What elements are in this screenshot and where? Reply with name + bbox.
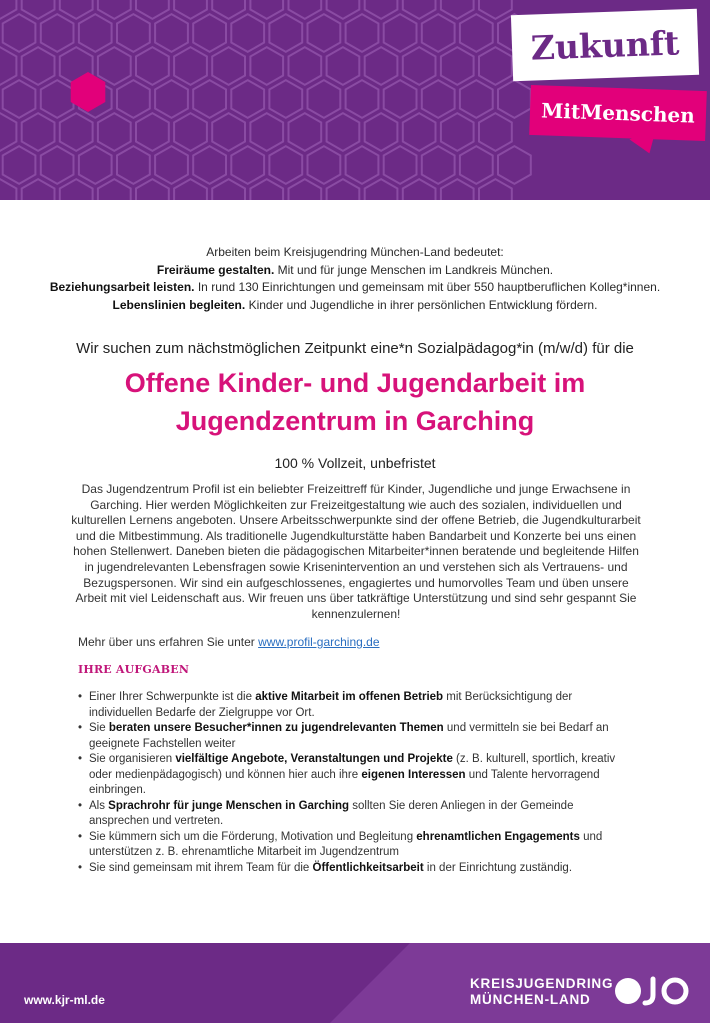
hexagon-shape	[250, 113, 283, 151]
hexagon-shape	[441, 47, 474, 85]
hexagon-shape	[403, 113, 436, 151]
hexagon-shape	[231, 146, 264, 184]
job-subtitle: 100 % Vollzeit, unbefristet	[274, 455, 436, 471]
hexagon-shape	[231, 14, 264, 52]
hexagon-shape	[212, 113, 245, 151]
list-item: • Sie kümmern sich um die Förderung, Motivation und Begleitung ehrenamtlichen Engagements und unterstützen z. B. ehrenamtliche Mitarbeit im Jugendzentrum	[78, 830, 634, 861]
hexagon-shape	[498, 146, 531, 184]
hexagon-shape	[479, 47, 512, 85]
hexagon-shape	[384, 14, 417, 52]
hexagon-shape	[3, 14, 36, 52]
hexagon-shape	[174, 113, 207, 151]
hexagon-shape	[22, 47, 55, 85]
hexagon-shape	[231, 80, 264, 118]
list-item: • Sie organisieren vielfältige Angebote, Veranstaltungen und Projekte (z. B. kulturell, sportlich, kreativ oder medienpädagogisch) und können hier auch ihre eigenen Interessen und Talente hervorragend einbringen.	[78, 752, 634, 799]
list-item: • Als Sprachrohr für junge Menschen in Garching sollten Sie deren Anliegen in der Gemeinde ansprechen und vertreten.	[78, 799, 634, 830]
hexagon-shape	[136, 0, 169, 19]
hexagon-shape	[460, 146, 493, 184]
hexagon-shape	[308, 80, 341, 118]
job-title-line-1: Offene Kinder- und Jugendarbeit im	[124, 368, 586, 398]
hexagon-shape	[22, 0, 55, 19]
hexagon-shape	[41, 146, 74, 184]
mitmenschen-logo: MitMenschen	[529, 85, 707, 141]
hexagon-shape	[498, 80, 531, 118]
hexagon-shape	[98, 47, 131, 85]
hexagon-shape	[365, 179, 398, 200]
job-title	[30, 364, 680, 440]
hexagon-shape	[212, 47, 245, 85]
hexagon-shape	[441, 113, 474, 151]
header-banner	[0, 0, 710, 200]
intro-line-4: Lebenslinien begleiten. Kinder und Jugendliche in ihrer persönlichen Entwicklung fördern.	[112, 297, 598, 312]
hexagon-shape	[193, 146, 226, 184]
hexagon-shape	[346, 146, 379, 184]
kjr-website-link[interactable]: www.kjr-ml.de	[24, 993, 105, 1007]
list-item: • Sie beraten unsere Besucher*innen zu jugendrelevanten Themen und vermitteln sie bei Bedarf an geeignete Fachstellen weiter	[78, 721, 634, 752]
hexagon-shape	[327, 113, 360, 151]
hexagon-shape	[212, 0, 245, 19]
hexagon-shape	[98, 0, 131, 19]
hexagon-shape	[193, 14, 226, 52]
hexagon-shape	[193, 80, 226, 118]
hexagon-shape	[289, 0, 322, 19]
intro-line-2: Freiräume gestalten. Mit und für junge Menschen im Landkreis München.	[156, 262, 554, 277]
kjr-logo-icon	[613, 973, 691, 1009]
hexagon-shape	[22, 113, 55, 151]
hexagon-shape	[422, 146, 455, 184]
hexagon-shape	[79, 146, 112, 184]
hexagon-shape	[136, 179, 169, 200]
hexagon-shape	[0, 113, 16, 151]
hexagon-shape	[250, 47, 283, 85]
hexagon-shape	[441, 0, 474, 19]
list-item: • Sie sind gemeinsam mit ihrem Team für die Öffentlichkeitsarbeit in der Einrichtung zuständig.	[78, 861, 634, 877]
hexagon-shape	[98, 179, 131, 200]
hexagon-shape	[155, 14, 188, 52]
hexagon-shape	[479, 179, 512, 200]
list-item: • Einer Ihrer Schwerpunkte ist die aktive Mitarbeit im offenen Betrieb mit Berücksichtigung der individuellen Bedarfe der Zielgruppe vor Ort.	[78, 690, 634, 721]
hexagon-shape	[441, 179, 474, 200]
hexagon-shape	[3, 80, 36, 118]
intro-line-1: Arbeiten beim Kreisjugendring München-Land bedeutet:	[206, 245, 504, 259]
hexagon-shape	[155, 80, 188, 118]
hexagon-shape	[422, 14, 455, 52]
hexagon-shape	[136, 47, 169, 85]
hexagon-shape	[136, 113, 169, 151]
hexagon-shape	[403, 47, 436, 85]
hexagon-shape	[289, 179, 322, 200]
hexagon-shape	[269, 80, 302, 118]
hexagon-shape	[41, 14, 74, 52]
hexagon-shape	[0, 179, 16, 200]
hexagon-shape	[346, 14, 379, 52]
hexagon-shape	[289, 47, 322, 85]
hexagon-shape	[403, 0, 436, 19]
hexagon-shape	[0, 47, 16, 85]
intro-line-3: Beziehungsarbeit leisten. In rund 130 Einrichtungen und gemeinsam mit über 550 hauptberuflichen Kolleg*innen.	[49, 280, 661, 294]
hexagon-shape	[155, 146, 188, 184]
hexagon-shape	[98, 113, 131, 151]
tasks-heading: IHRE AUFGABEN	[78, 663, 190, 676]
hexagon-shape	[327, 179, 360, 200]
hexagon-shape	[212, 179, 245, 200]
hexagon-shape	[327, 0, 360, 19]
hexagon-shape	[250, 0, 283, 19]
hexagon-shape	[365, 0, 398, 19]
profil-website-link[interactable]: www.profil-garching.de	[258, 635, 380, 649]
org-name: KREISJUGENDRING MÜNCHEN-LAND	[470, 976, 614, 1007]
hexagon-shape	[479, 0, 512, 19]
more-info: Mehr über uns erfahren Sie unter www.profil-garching.de	[78, 635, 380, 649]
hexagon-shape	[117, 14, 150, 52]
hexagon-shape	[174, 47, 207, 85]
hexagon-shape	[117, 146, 150, 184]
hexagon-shape	[250, 179, 283, 200]
hexagon-shape	[174, 0, 207, 19]
zukunft-logo: Zukunft	[511, 9, 699, 81]
hexagon-shape	[289, 113, 322, 151]
job-title-line-2: Jugendzentrum in Garching	[175, 406, 535, 436]
hexagon-shape	[117, 80, 150, 118]
hexagon-shape	[365, 47, 398, 85]
hexagon-shape	[365, 113, 398, 151]
hexagon-shape	[269, 14, 302, 52]
hexagon-shape	[346, 80, 379, 118]
hexagon-shape	[384, 80, 417, 118]
hexagon-shape	[460, 80, 493, 118]
hexagon-shape	[22, 179, 55, 200]
hexagon-shape	[479, 113, 512, 151]
hexagon-shape	[60, 0, 93, 19]
hexagon-shape	[308, 14, 341, 52]
hexagon-shape	[41, 80, 74, 118]
tasks-list	[78, 690, 634, 876]
hexagon-shape	[60, 179, 93, 200]
hexagon-shape	[174, 179, 207, 200]
hexagon-shape	[3, 146, 36, 184]
hexagon-shape	[60, 113, 93, 151]
intro-block	[30, 244, 680, 314]
hexagon-shape	[384, 146, 417, 184]
hexagon-shape	[269, 146, 302, 184]
hexagon-shape	[422, 80, 455, 118]
hexagon-shape	[79, 14, 112, 52]
footer-bar	[0, 943, 710, 1023]
hexagon-shape	[327, 47, 360, 85]
search-line: Wir suchen zum nächstmöglichen Zeitpunkt eine*n Sozialpädagog*in (m/w/d) für die	[76, 340, 634, 357]
highlight-hexagon	[71, 72, 106, 112]
hexagon-shape	[308, 146, 341, 184]
hexagon-shape	[460, 14, 493, 52]
about-paragraph: Das Jugendzentrum Profil ist ein beliebter Freizeittreff für Kinder, Jugendliche und junge Erwachsene in Garching. Hier werden Möglichkeiten zur Freizeitgestaltung wie auch des sozialen, individuellen und kulturellen Lernens angeboten. Unsere Arbeitsschwerpunkte sind der offene Betrieb, die Jugendkulturarbeit und die Mitbestimmung. Als traditionelle Jugendkulturstätte haben Bandarbeit und Konzerte bei uns einen hohen Stellenwert. Daneben bieten die pädagogischen Mitarbeiter*innen beratende und begleitende Hilfen in jugendrelevanten Lebensfragen sowie Krisenintervention an und verstehen sich als Vertrauens- und Bezugspersonen. Wir sind ein aufgeschlossenes, engagiertes und humorvolles Team und üben unsere Arbeit mit viel Leidenschaft aus. Wir freuen uns über tatkräftige Unterstützung und sind sehr gespannt Sie kennenzulernen!	[71, 482, 641, 621]
footer-accent-diagonal	[330, 943, 410, 1023]
hexagon-shape	[403, 179, 436, 200]
